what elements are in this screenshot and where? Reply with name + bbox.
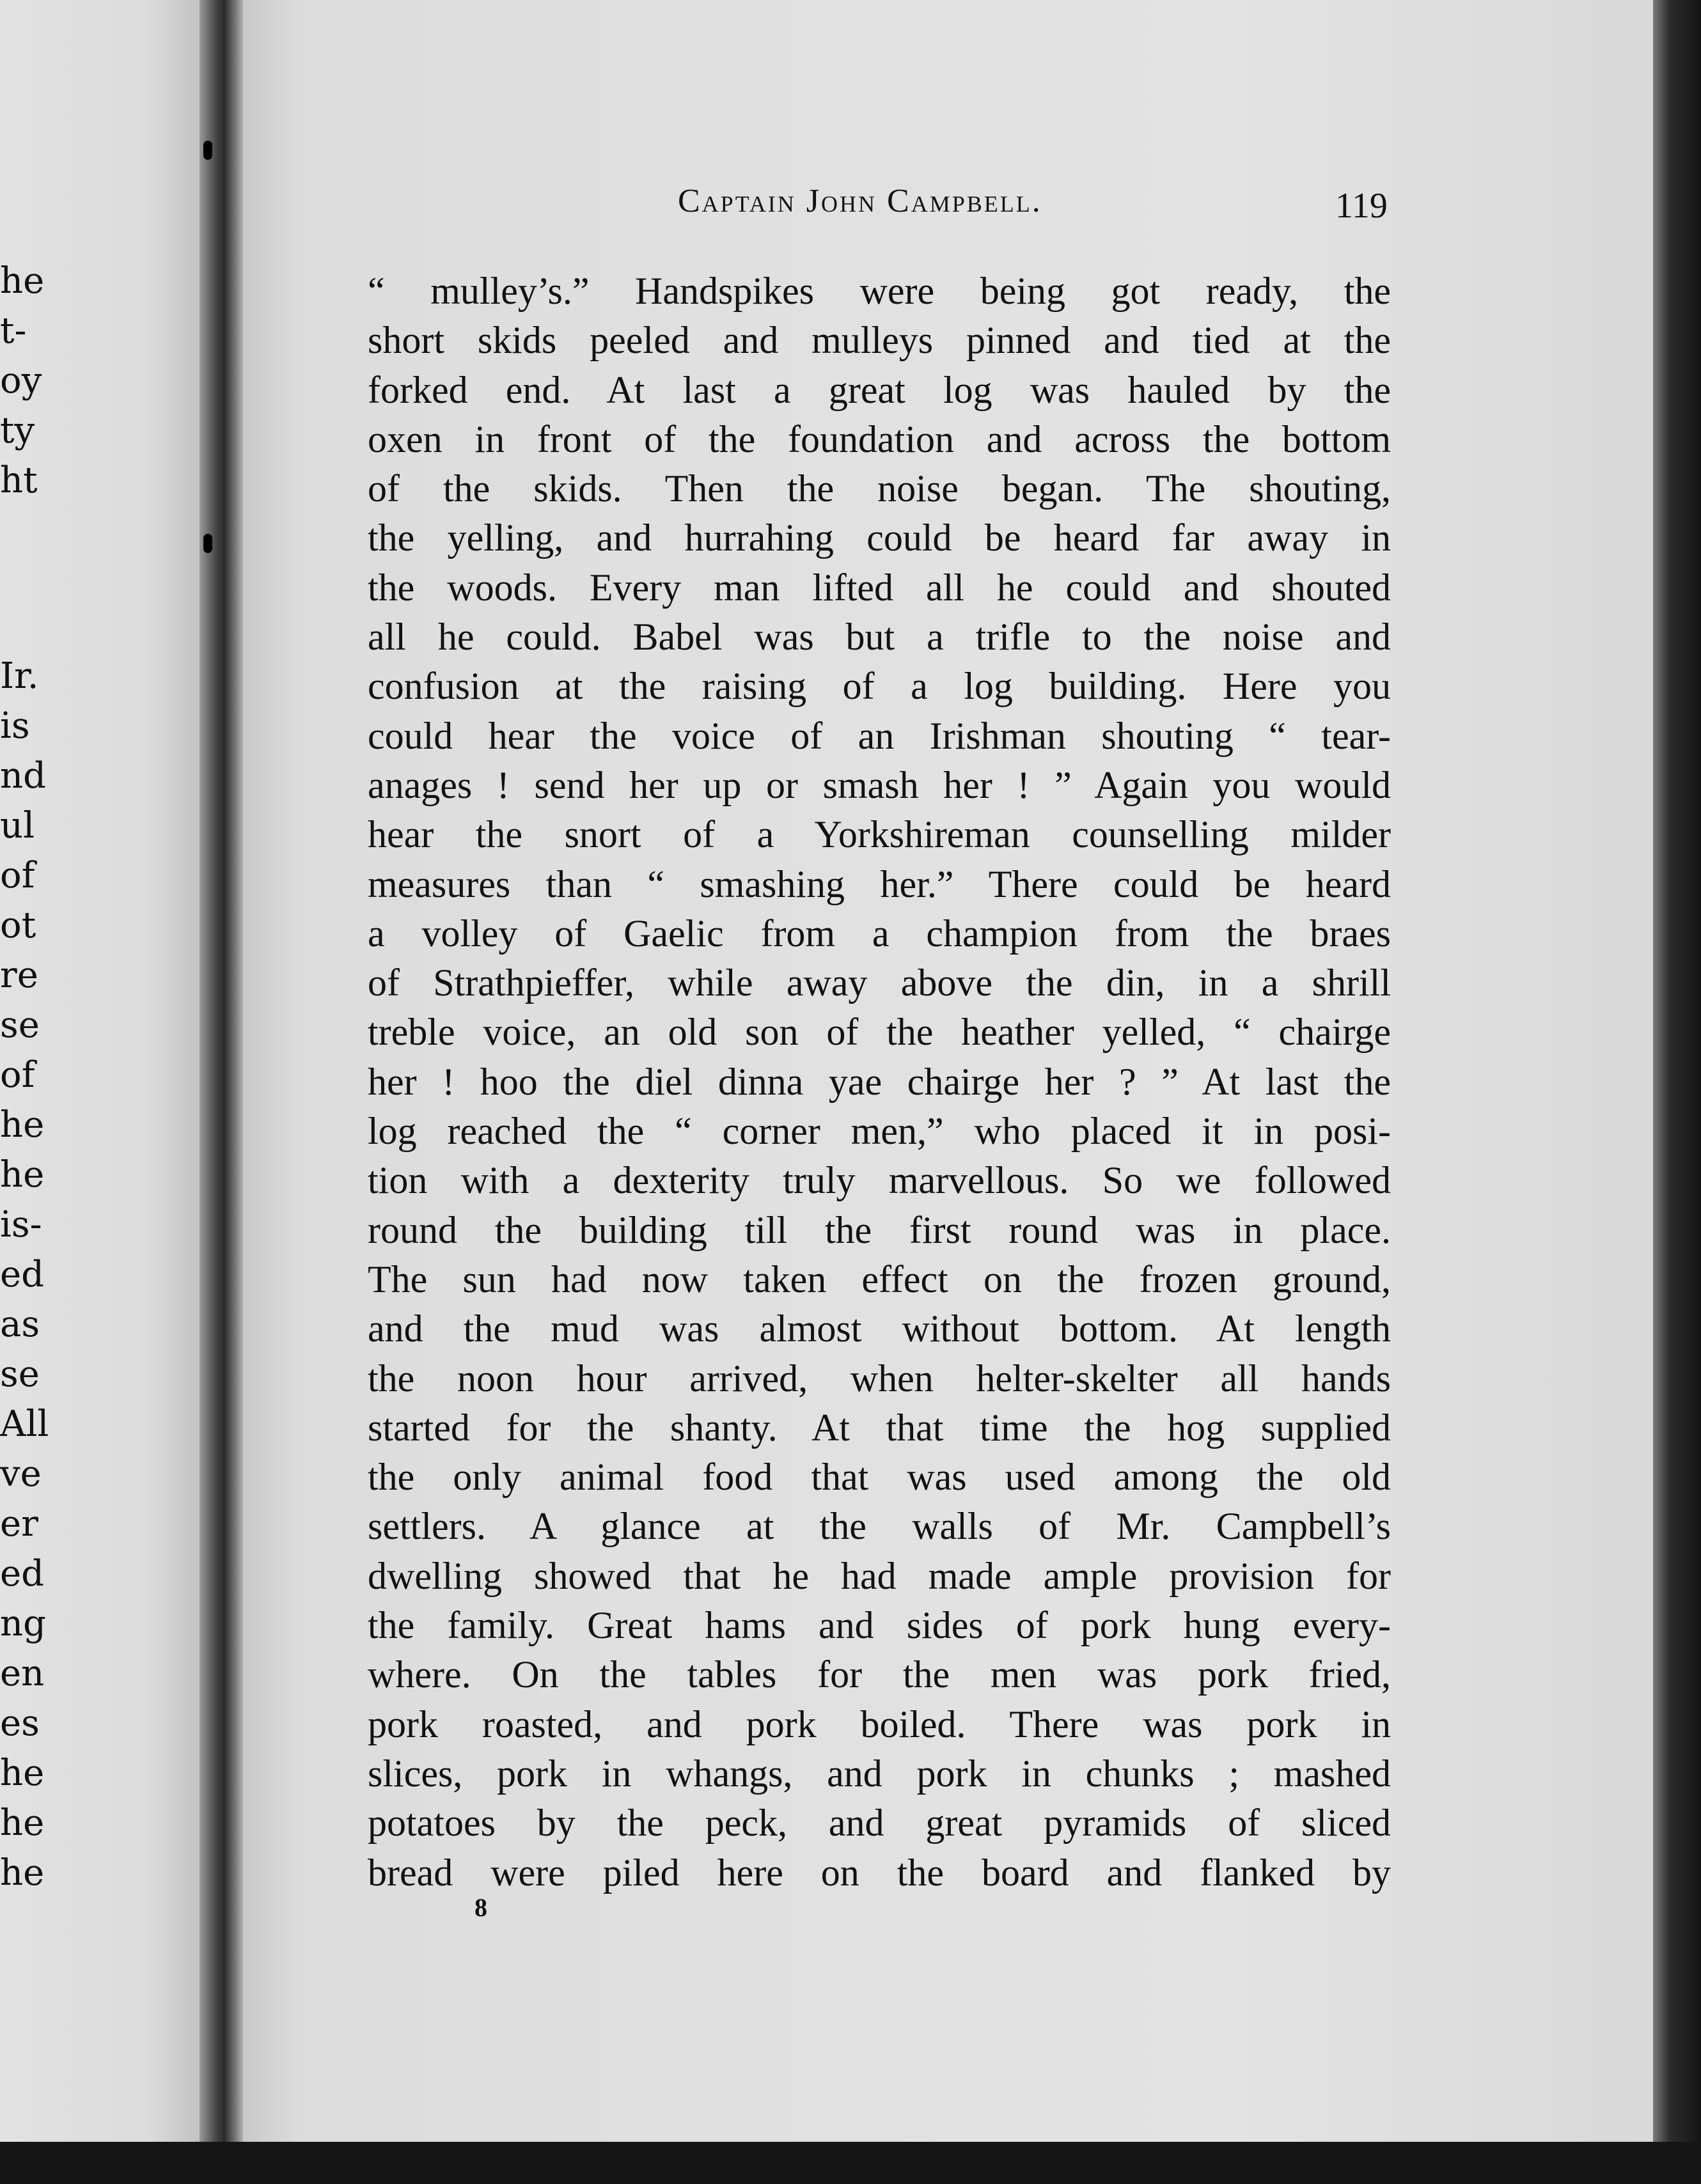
left-page-text-fragment: ed xyxy=(0,1254,44,1295)
text-line: tion with a dexterity truly marvellous. So we followed xyxy=(368,1159,1391,1202)
text-line: a volley of Gaelic from a champion from the braes xyxy=(368,912,1391,955)
binding-mark xyxy=(203,534,212,553)
text-line: log reached the “ corner men,” who placed it in posi- xyxy=(368,1110,1391,1153)
left-page-text-fragment: ul xyxy=(0,805,35,846)
text-line: the noon hour arrived, when helter-skelter all hands xyxy=(368,1357,1391,1400)
left-page-text-fragment: as xyxy=(0,1304,40,1345)
text-line: The sun had now taken effect on the frozen ground, xyxy=(368,1258,1391,1300)
running-head: Captain John Campbell. xyxy=(678,183,1042,219)
text-line: all he could. Babel was but a trifle to the noise and xyxy=(368,616,1391,659)
left-page-text-fragment: en xyxy=(0,1653,45,1694)
left-page-text-fragment: nd xyxy=(0,755,46,797)
left-page-text-fragment: se xyxy=(0,1353,40,1395)
text-line: anages ! send her up or smash her ! ” Again you would xyxy=(368,763,1391,806)
left-page-text-fragment: es xyxy=(0,1703,40,1744)
text-line: short skids peeled and mulleys pinned and tied at the xyxy=(368,319,1391,362)
text-line: confusion at the raising of a log building. Here you xyxy=(368,665,1391,708)
text-line: of the skids. Then the noise began. The shouting, xyxy=(368,467,1391,510)
text-line: slices, pork in whangs, and pork in chunks ; mashed xyxy=(368,1752,1391,1795)
text-line: oxen in front of the foundation and across the bottom xyxy=(368,417,1391,460)
left-page-text-fragment: he xyxy=(0,1104,45,1146)
text-line: “ mulley’s.” Handspikes were being got ready, the xyxy=(368,270,1391,312)
left-page-text-fragment: ed xyxy=(0,1553,44,1595)
book-gutter xyxy=(200,0,244,2155)
left-page-text-fragment: is- xyxy=(0,1204,42,1245)
left-page-text-fragment: ng xyxy=(0,1603,46,1644)
left-page-text-fragment: is xyxy=(0,705,30,747)
bottom-shadow xyxy=(0,2142,1701,2184)
text-line: where. On the tables for the men was pork fried, xyxy=(368,1653,1391,1696)
left-page-text-fragment: he xyxy=(0,260,45,302)
left-page-text-fragment: ot xyxy=(0,905,36,946)
text-line: settlers. A glance at the walls of Mr. Campbell’s xyxy=(368,1505,1391,1548)
text-line: round the building till the first round was in place. xyxy=(368,1208,1391,1251)
text-line: of Strathpieffer, while away above the din, in a shrill xyxy=(368,962,1391,1004)
left-page-text-fragment: he xyxy=(0,1852,45,1894)
page-edge-shadow xyxy=(1653,0,1701,2184)
text-line: hear the snort of a Yorkshireman counselling milder xyxy=(368,813,1391,856)
left-page-text-fragment: Ir. xyxy=(0,655,39,697)
left-page-text-fragment: All xyxy=(0,1403,49,1445)
page-number: 119 xyxy=(1335,186,1388,226)
left-page-text-fragment: ve xyxy=(0,1453,42,1495)
left-page-text-fragment: re xyxy=(0,955,38,996)
left-page-text-fragment: he xyxy=(0,1154,45,1196)
left-page-fragment xyxy=(0,0,211,2155)
text-line: dwelling showed that he had made ample provision for xyxy=(368,1554,1391,1597)
left-page-text-fragment: oy xyxy=(0,360,42,402)
left-page-text-fragment: of xyxy=(0,855,35,896)
text-line: the family. Great hams and sides of pork hung every- xyxy=(368,1604,1391,1647)
text-line: the woods. Every man lifted all he could and shouted xyxy=(368,566,1391,609)
left-page-text-fragment: ht xyxy=(0,460,38,501)
body-text xyxy=(368,267,1391,1898)
text-line: the yelling, and hurrahing could be heard far away in xyxy=(368,517,1391,559)
text-line: her ! hoo the diel dinna yae chairge her ? ” At last the xyxy=(368,1060,1391,1103)
text-line: measures than “ smashing her.” There could be heard xyxy=(368,862,1391,905)
text-line: started for the shanty. At that time the hog supplied xyxy=(368,1406,1391,1449)
text-line: potatoes by the peck, and great pyramids of sliced xyxy=(368,1802,1391,1845)
binding-mark xyxy=(203,141,212,160)
left-page-text-fragment: he xyxy=(0,1802,45,1844)
left-page-text-fragment: he xyxy=(0,1752,45,1794)
text-line: bread were piled here on the board and flanked by xyxy=(368,1851,1391,1894)
text-line: pork roasted, and pork boiled. There was pork in xyxy=(368,1703,1391,1745)
text-line: forked end. At last a great log was hauled by the xyxy=(368,368,1391,411)
signature-mark: 8 xyxy=(474,1893,487,1922)
text-line: could hear the voice of an Irishman shouting “ tear- xyxy=(368,714,1391,757)
left-page-text-fragment: t- xyxy=(0,310,27,352)
left-page-text-fragment: se xyxy=(0,1004,40,1046)
text-line: treble voice, an old son of the heather yelled, “ chairge xyxy=(368,1011,1391,1054)
left-page-text-fragment: ty xyxy=(0,410,35,451)
left-page-text-fragment: of xyxy=(0,1054,35,1096)
text-line: the only animal food that was used among the old xyxy=(368,1456,1391,1499)
text-line: and the mud was almost without bottom. At length xyxy=(368,1307,1391,1350)
left-page-text-fragment: er xyxy=(0,1503,38,1545)
